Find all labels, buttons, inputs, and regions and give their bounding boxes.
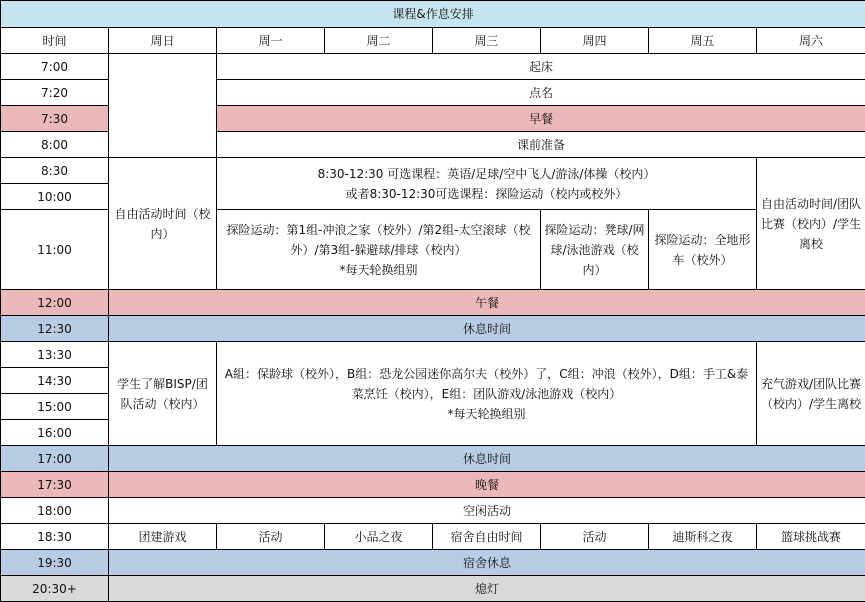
sunday-afternoon-cell: 学生了解BISP/团队活动（校内） (109, 342, 217, 446)
header-monday: 周一 (217, 28, 325, 54)
afternoon-groups-cell (217, 342, 757, 446)
time-cell: 14:30 (1, 368, 109, 394)
wake-up-cell: 起床 (217, 54, 865, 80)
evening-rest-cell: 休息时间 (109, 446, 865, 472)
evening-tuesday: 小品之夜 (325, 524, 433, 550)
adventure-groups-text: 探险运动：第1组-冲浪之家（校外）/第2组-太空滚球（校外）/第3组-躲避球/排球（校内） (220, 220, 537, 260)
morning-options-cell (217, 158, 757, 210)
schedule-title: 课程&作息安排 (1, 1, 865, 28)
time-cell: 16:00 (1, 420, 109, 446)
header-friday: 周五 (649, 28, 757, 54)
time-cell: 7:30 (1, 106, 109, 132)
header-sunday: 周日 (109, 28, 217, 54)
sunday-morning-empty (109, 54, 217, 158)
lunch-cell: 午餐 (109, 290, 865, 316)
adventure-groups-cell (217, 210, 541, 290)
header-time: 时间 (1, 28, 109, 54)
time-cell: 15:00 (1, 394, 109, 420)
time-cell: 7:00 (1, 54, 109, 80)
time-cell: 17:00 (1, 446, 109, 472)
time-cell: 19:30 (1, 550, 109, 576)
time-cell: 8:00 (1, 132, 109, 158)
dinner-cell: 晚餐 (109, 472, 865, 498)
adventure-groups-note: *每天轮换组别 (220, 260, 537, 280)
friday-adventure-cell: 探险运动：全地形车（校外） (649, 210, 757, 290)
rollcall-cell: 点名 (217, 80, 865, 106)
morning-options-line1: 8:30-12:30 可选课程：英语/足球/空中飞人/游泳/体操（校内） (220, 164, 753, 184)
time-cell: 10:00 (1, 184, 109, 210)
saturday-afternoon-cell: 充气游戏/团队比赛（校内）/学生离校 (757, 342, 865, 446)
time-cell: 18:30 (1, 524, 109, 550)
header-thursday: 周四 (541, 28, 649, 54)
evening-thursday: 活动 (541, 524, 649, 550)
time-cell: 20:30+ (1, 576, 109, 602)
time-cell: 8:30 (1, 158, 109, 184)
class-prep-cell: 课前准备 (217, 132, 865, 158)
dorm-rest-cell: 宿舍休息 (109, 550, 865, 576)
thursday-adventure-cell: 探险运动：凳球/网球/泳池游戏（校内） (541, 210, 649, 290)
lights-out-cell: 熄灯 (109, 576, 865, 602)
afternoon-groups-note: *每天轮换组别 (220, 404, 753, 424)
time-cell: 11:00 (1, 210, 109, 290)
header-tuesday: 周二 (325, 28, 433, 54)
evening-saturday: 篮球挑战赛 (757, 524, 865, 550)
time-cell: 12:30 (1, 316, 109, 342)
free-activity-cell: 空闲活动 (109, 498, 865, 524)
evening-sunday: 团建游戏 (109, 524, 217, 550)
time-cell: 7:20 (1, 80, 109, 106)
time-cell: 13:30 (1, 342, 109, 368)
evening-wednesday: 宿舍自由时间 (433, 524, 541, 550)
sunday-morning-free-time: 自由活动时间（校内） (109, 158, 217, 290)
header-saturday: 周六 (757, 28, 865, 54)
evening-monday: 活动 (217, 524, 325, 550)
breakfast-cell: 早餐 (217, 106, 865, 132)
afternoon-groups-text: A組：保龄球（校外），B组：恐龙公园迷你高尔夫（校外）了，C组：冲浪（校外），D组：手工&泰菜烹饪（校内），E组：团队游戏/泳池游戏（校内） (220, 364, 753, 404)
evening-friday: 迪斯科之夜 (649, 524, 757, 550)
header-wednesday: 周三 (433, 28, 541, 54)
saturday-morning-cell: 自由活动时间/团队比赛（校内）/学生离校 (757, 158, 865, 290)
time-cell: 17:30 (1, 472, 109, 498)
time-cell: 12:00 (1, 290, 109, 316)
time-cell: 18:00 (1, 498, 109, 524)
noon-rest-cell: 休息时间 (109, 316, 865, 342)
morning-options-line2: 或者8:30-12:30可选课程：探险运动（校内或校外） (220, 184, 753, 204)
